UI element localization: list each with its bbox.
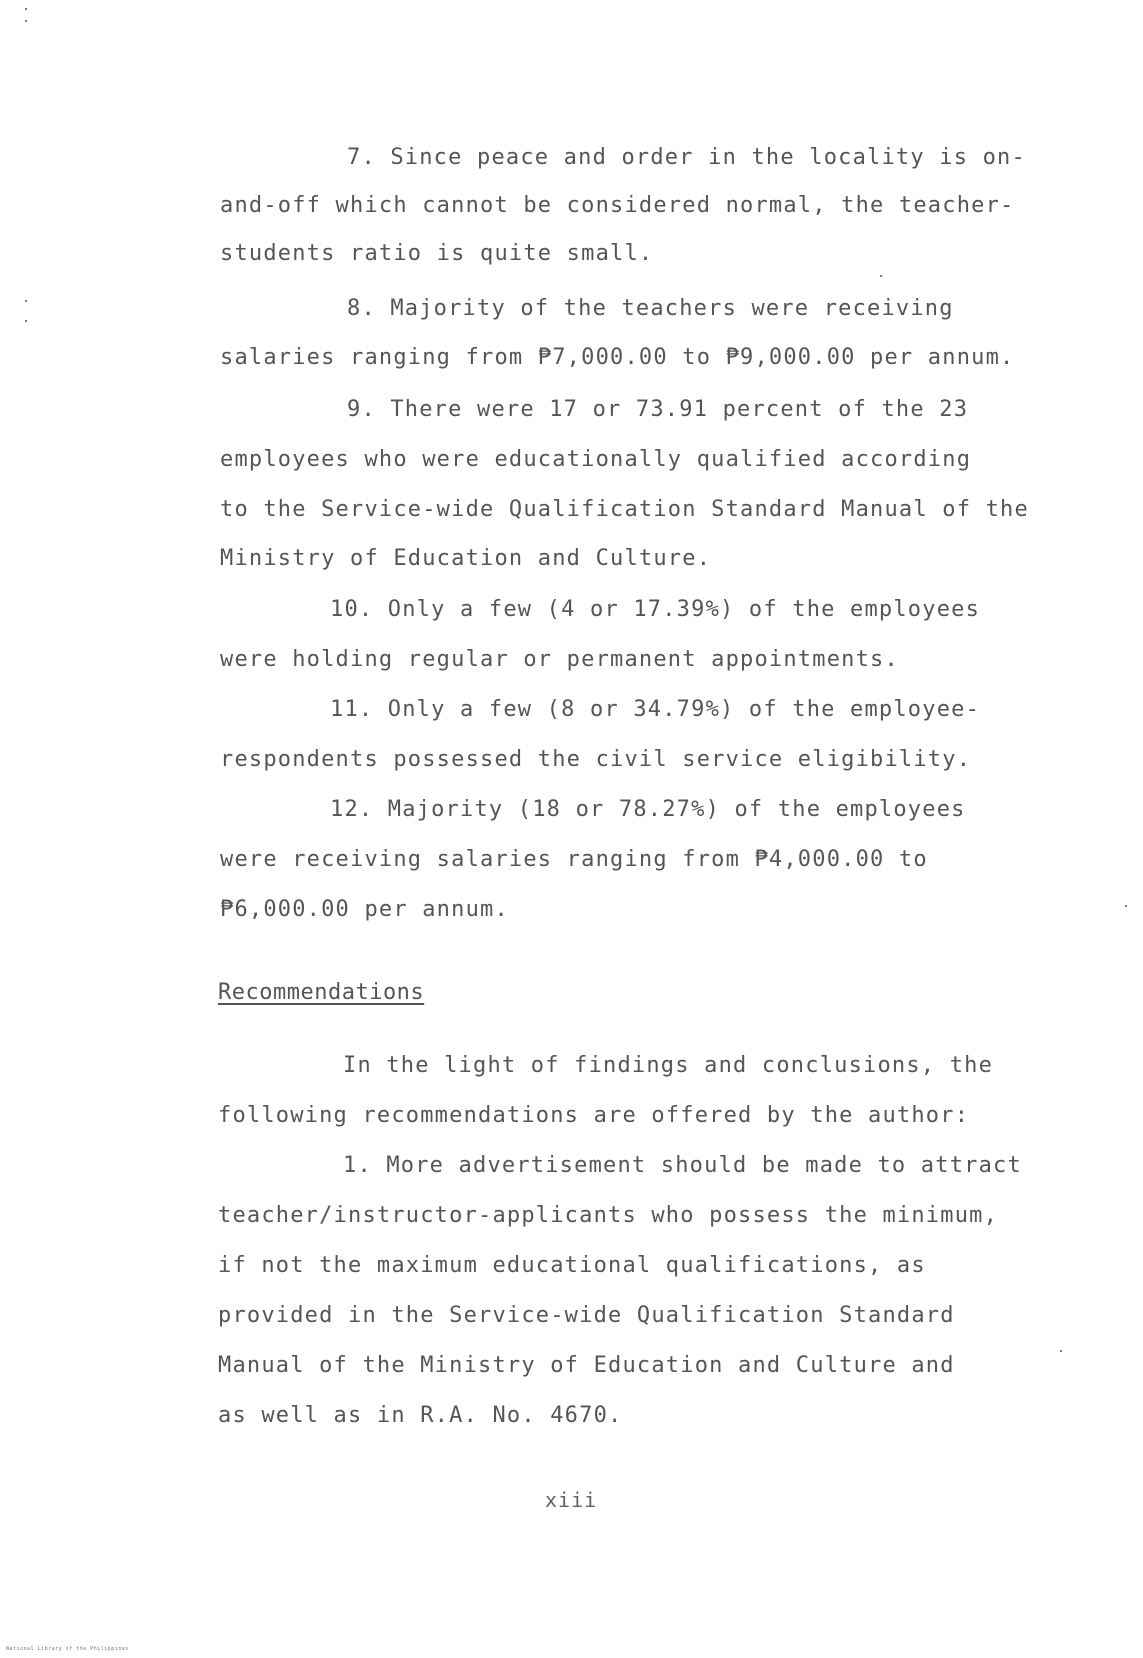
text-line-5: salaries ranging from ₱7,000.00 to ₱9,000.00 per annum. — [220, 345, 1015, 370]
text-line-17: In the light of findings and conclusions, the — [343, 1053, 994, 1078]
text-line-8: to the Service-wide Qualification Standard Manual of the — [220, 497, 1029, 522]
scan-speck — [25, 8, 27, 10]
text-line-19: 1. More advertisement should be made to attract — [343, 1153, 1022, 1178]
scan-speck — [25, 300, 27, 302]
text-line-21: if not the maximum educational qualifications, as — [218, 1253, 926, 1278]
text-line-14: 12. Majority (18 or 78.27%) of the employees — [330, 797, 966, 822]
text-line-3: students ratio is quite small. — [220, 241, 654, 266]
text-line-13: respondents possessed the civil service eligibility. — [220, 747, 972, 772]
scan-speck — [25, 320, 27, 322]
text-line-20: teacher/instructor-applicants who possess the minimum, — [218, 1203, 999, 1228]
section-heading: Recommendations — [218, 980, 425, 1005]
text-line-6: 9. There were 17 or 73.91 percent of the 23 — [347, 397, 969, 422]
text-line-2: and-off which cannot be considered normal, the teacher- — [220, 193, 1015, 218]
text-line-15: were receiving salaries ranging from ₱4,000.00 to — [220, 847, 928, 872]
text-line-1: 7. Since peace and order in the locality is on- — [347, 145, 1026, 170]
scan-speck — [1125, 905, 1127, 907]
text-line-23: Manual of the Ministry of Education and Culture and — [218, 1353, 955, 1378]
text-line-7: employees who were educationally qualified according — [220, 447, 972, 472]
scan-speck — [25, 20, 27, 22]
text-line-24: as well as in R.A. No. 4670. — [218, 1403, 623, 1428]
text-line-16: ₱6,000.00 per annum. — [220, 897, 509, 922]
scan-speck — [880, 275, 882, 277]
text-line-12: 11. Only a few (8 or 34.79%) of the employee- — [330, 697, 981, 722]
text-line-11: were holding regular or permanent appointments. — [220, 647, 899, 672]
text-line-18: following recommendations are offered by the author: — [218, 1103, 970, 1128]
text-line-4: 8. Majority of the teachers were receiving — [347, 296, 954, 321]
text-line-9: Ministry of Education and Culture. — [220, 546, 712, 571]
text-line-10: 10. Only a few (4 or 17.39%) of the employees — [330, 597, 981, 622]
text-line-22: provided in the Service-wide Qualification Standard — [218, 1303, 955, 1328]
page-number: xiii — [545, 1488, 598, 1512]
scan-speck — [1060, 1350, 1062, 1352]
scan-footer-note: National Library of the Philippines — [6, 1646, 129, 1652]
